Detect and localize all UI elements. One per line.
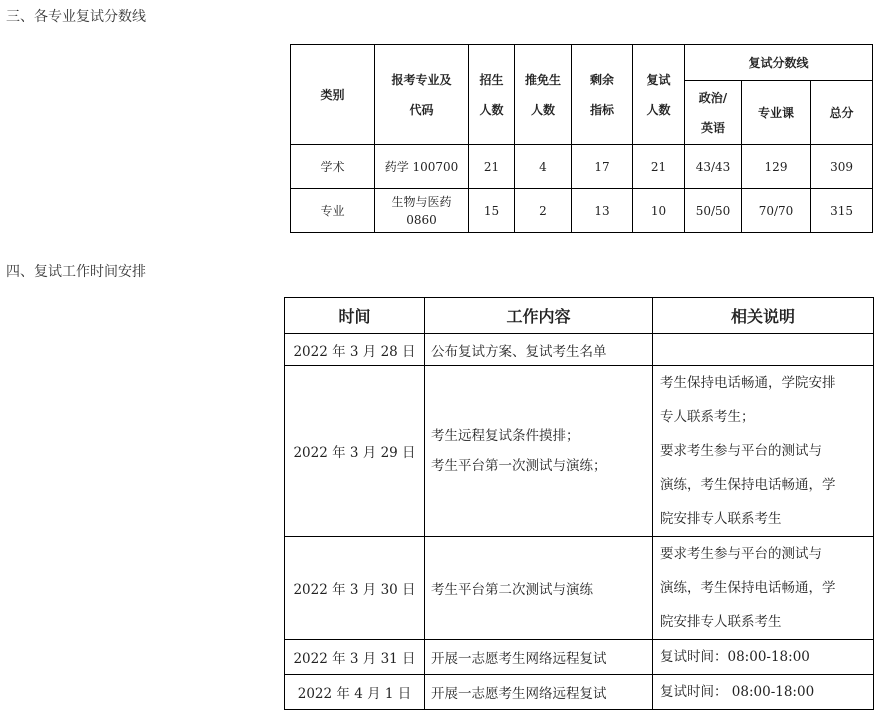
cell-category: 学术 xyxy=(291,145,375,189)
cell-notes: 复试时间： 08:00-18:00 xyxy=(653,675,874,710)
cell-remain: 17 xyxy=(572,145,633,189)
header-notes: 相关说明 xyxy=(653,298,874,334)
cell-politics-english: 50/50 xyxy=(685,189,742,233)
table-row xyxy=(285,537,874,640)
cell-work: 公布复试方案、复试考生名单 xyxy=(425,334,653,366)
header-major: 报考专业及 代码 xyxy=(375,45,469,145)
score-section-heading: 三、各专业复试分数线 xyxy=(6,9,146,25)
cell-work: 开展一志愿考生网络远程复试 xyxy=(425,640,653,675)
header-remain: 剩余 指标 xyxy=(572,45,633,145)
header-exempt: 推免生 人数 xyxy=(515,45,572,145)
cell-major: 生物与医药 0860 xyxy=(375,189,469,233)
cell-major: 药学 100700 xyxy=(375,145,469,189)
header-professional: 专业课 xyxy=(742,81,811,145)
cell-notes: 考生保持电话畅通，学院安排 专人联系考生； 要求考生参与平台的测试与 演练，考生保持电话畅通，学 院安排专人联系考生 xyxy=(653,366,874,537)
header-total: 总分 xyxy=(811,81,873,145)
header-time: 时间 xyxy=(285,298,425,334)
cell-date: 2022 年 3 月 30 日 xyxy=(285,537,425,640)
header-category: 类别 xyxy=(291,45,375,145)
table-row xyxy=(285,675,874,710)
cell-enroll: 15 xyxy=(469,189,515,233)
cell-work: 考生平台第二次测试与演练 xyxy=(425,537,653,640)
header-score-line: 复试分数线 xyxy=(685,45,873,81)
table-row xyxy=(285,366,874,537)
cell-date: 2022 年 3 月 31 日 xyxy=(285,640,425,675)
cell-retest: 10 xyxy=(633,189,685,233)
header-politics-english: 政治/ 英语 xyxy=(685,81,742,145)
table-row xyxy=(285,640,874,675)
header-enroll: 招生 人数 xyxy=(469,45,515,145)
cell-category: 专业 xyxy=(291,189,375,233)
cell-total: 309 xyxy=(811,145,873,189)
table-row xyxy=(291,145,873,189)
cell-professional: 70/70 xyxy=(742,189,811,233)
schedule-table xyxy=(284,297,874,710)
cell-enroll: 21 xyxy=(469,145,515,189)
cell-exempt: 2 xyxy=(515,189,572,233)
cell-professional: 129 xyxy=(742,145,811,189)
cell-politics-english: 43/43 xyxy=(685,145,742,189)
cell-notes: 复试时间：08:00-18:00 xyxy=(653,640,874,675)
cell-notes xyxy=(653,334,874,366)
cell-retest: 21 xyxy=(633,145,685,189)
score-table xyxy=(290,44,873,233)
cell-work: 考生远程复试条件摸排； 考生平台第一次测试与演练； xyxy=(425,366,653,537)
cell-exempt: 4 xyxy=(515,145,572,189)
cell-date: 2022 年 3 月 29 日 xyxy=(285,366,425,537)
header-work: 工作内容 xyxy=(425,298,653,334)
cell-total: 315 xyxy=(811,189,873,233)
table-row xyxy=(285,334,874,366)
header-retest: 复试 人数 xyxy=(633,45,685,145)
cell-date: 2022 年 4 月 1 日 xyxy=(285,675,425,710)
cell-date: 2022 年 3 月 28 日 xyxy=(285,334,425,366)
table-row xyxy=(291,189,873,233)
schedule-section-heading: 四、复试工作时间安排 xyxy=(6,264,146,280)
cell-remain: 13 xyxy=(572,189,633,233)
cell-work: 开展一志愿考生网络远程复试 xyxy=(425,675,653,710)
cell-notes: 要求考生参与平台的测试与 演练，考生保持电话畅通，学 院安排专人联系考生 xyxy=(653,537,874,640)
